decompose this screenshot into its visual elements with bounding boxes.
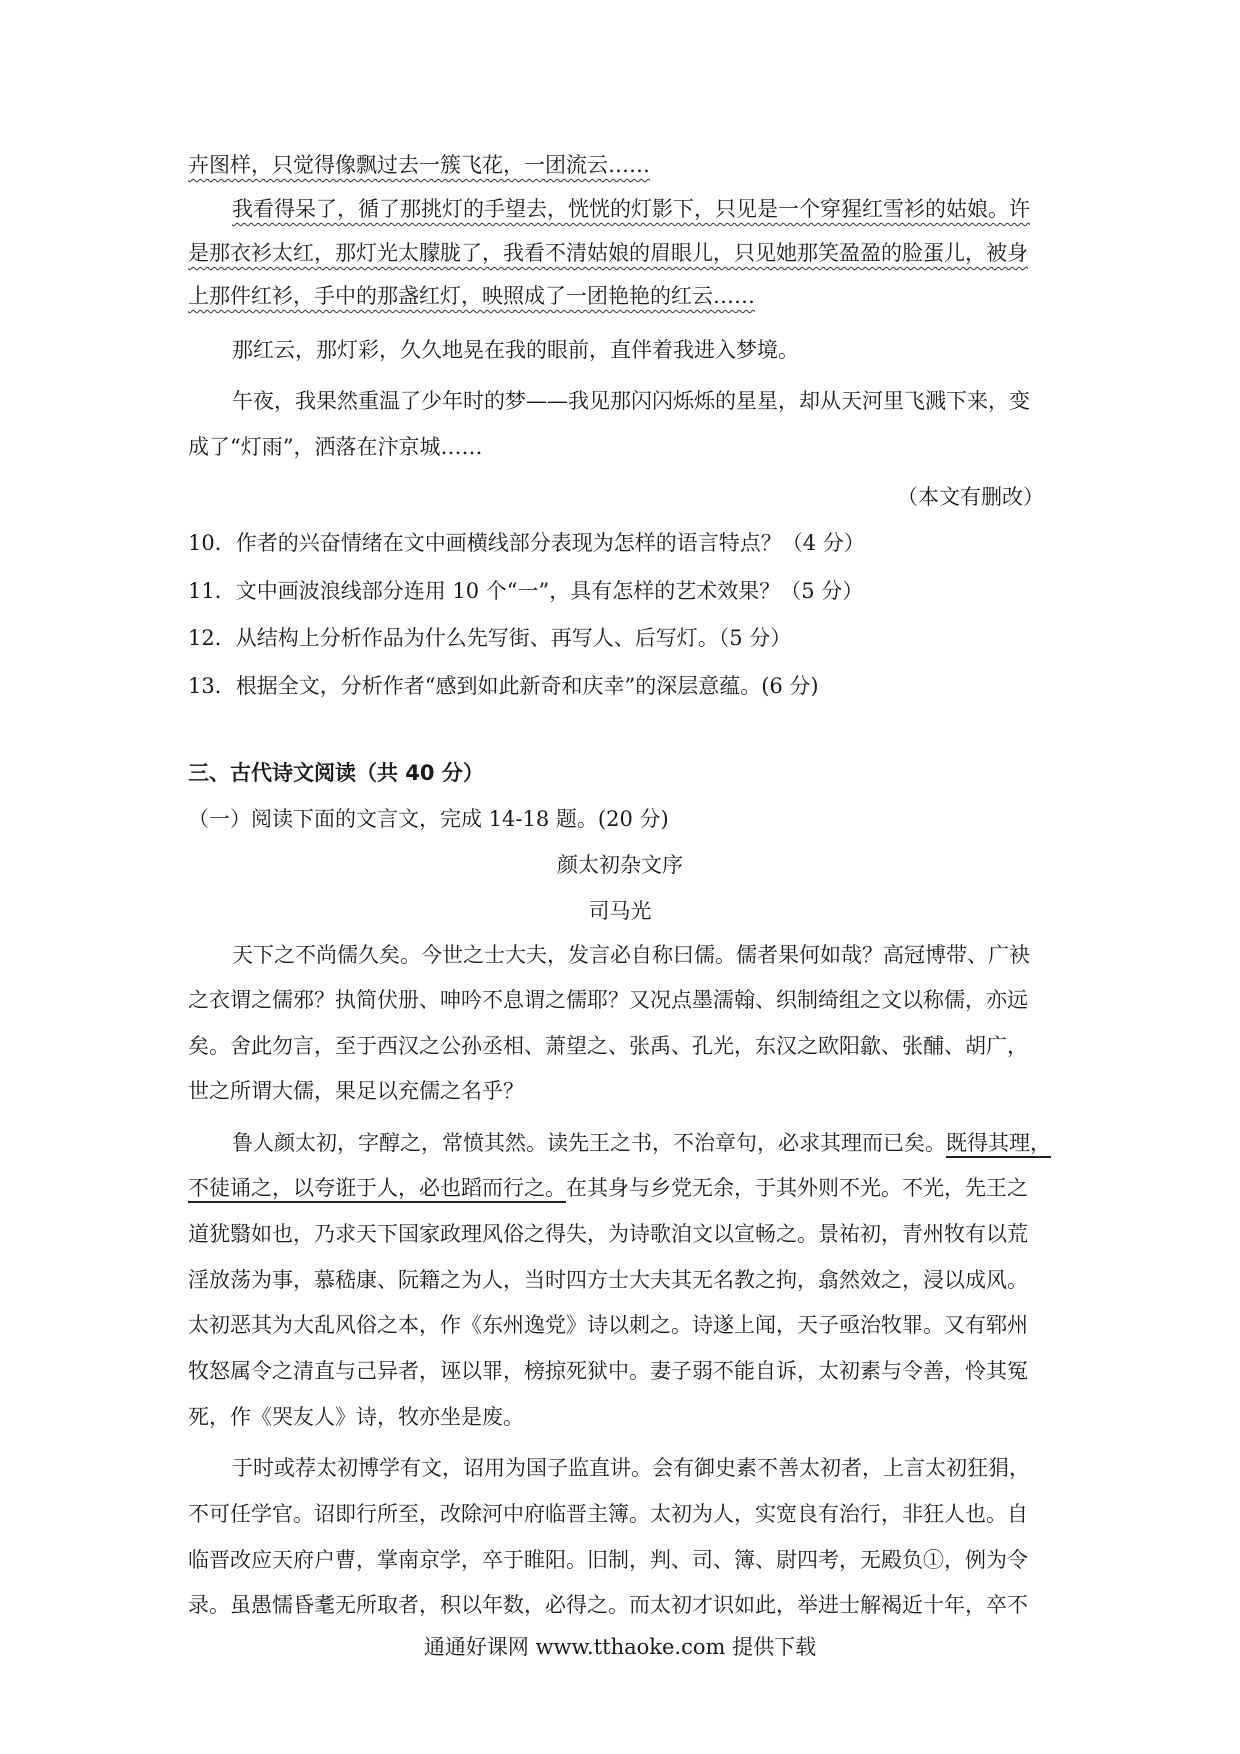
plain-text: 鲁人颜太初，字醇之，常愤其然。读先王之书，不治章句，必求其理而已矣。: [232, 1131, 946, 1155]
question-10: 10．作者的兴奋情绪在文中画横线部分表现为怎样的语言特点？（4 分）: [188, 531, 865, 555]
classical-line: 天下之不尚儒久矣。今世之士大夫，发言必自称曰儒。儒者果何如哉？高冠博带、广袂: [232, 943, 1030, 967]
subsection-instruction: （一）阅读下面的文言文，完成 14-18 题。(20 分): [188, 807, 669, 831]
classical-line: 矣。舍此勿言，至于西汉之公孙丞相、萧望之、张禹、孔光，东汉之欧阳歙、张酺、胡广，: [188, 1034, 1028, 1058]
classical-line: 道犹翳如也，乃求天下国家政理风俗之得失，为诗歌洎文以宣畅之。景祐初，青州牧有以荒: [188, 1222, 1028, 1246]
underlined-text: 既得其理，: [946, 1131, 1051, 1155]
passage-line: [188, 229, 1058, 277]
classical-line: 临晋改应天府户曹，掌南京学，卒于睢阳。旧制，判、司、簿、尉四考，无殿负①，例为令: [188, 1548, 1028, 1572]
underlined-text: 不徒诵之，以夸诳于人，必也蹈而行之。: [188, 1176, 566, 1200]
deletion-note: （本文有删改）: [897, 485, 1044, 509]
text-author: 司马光: [588, 899, 652, 923]
classical-line: [232, 1119, 1058, 1167]
plain-text: 在其身与乡党无余，于其外则不光。不光，先王之: [566, 1176, 1028, 1200]
classical-line: 之衣谓之儒邪？执简伏册、呻吟不息谓之儒耶？又况点墨濡翰、织制绮组之文以称儒，亦远: [188, 988, 1028, 1012]
classical-line: 不可任学官。诏即行所至，改除河中府临晋主簿。太初为人，实宽良有治行，非狂人也。自: [188, 1502, 1028, 1526]
section-heading: 三、古代诗文阅读（共 40 分）: [188, 761, 484, 785]
footer-text: 通通好课网 www.tthaoke.com 提供下载: [423, 1635, 817, 1659]
wavy-underlined-text: 是那衣衫太红，那灯光太朦胧了，我看不清姑娘的眉眼儿，只见她那笑盈盈的脸蛋儿，被身: [188, 241, 1028, 265]
passage-line: [188, 272, 1058, 320]
question-11: 11．文中画波浪线部分连用 10 个“一”，具有怎样的艺术效果？（5 分）: [188, 579, 864, 603]
question-12: 12．从结构上分析作品为什么先写街、再写人、后写灯。（5 分）: [188, 626, 792, 650]
classical-line: [188, 1164, 1058, 1212]
passage-line: 午夜，我果然重温了少年时的梦——我见那闪闪烁烁的星星，却从天河里飞溅下来，变: [232, 389, 1030, 413]
classical-line: 于时或荐太初博学有文，诏用为国子监直讲。会有御史素不善太初者，上言太初狂狷，: [232, 1456, 1030, 1480]
question-13: 13．根据全文，分析作者“感到如此新奇和庆幸”的深层意蕴。(6 分): [188, 674, 819, 698]
passage-line: [232, 185, 1058, 233]
classical-line: 死，作《哭友人》诗，牧亦坐是废。: [188, 1405, 524, 1429]
classical-line: 录。虽愚懦昏耄无所取者，积以年数，必得之。而太初才识如此，举进士解褐近十年，卒不: [188, 1593, 1028, 1617]
classical-line: 淫放荡为事，慕嵇康、阮籍之为人，当时四方士大夫其无名教之拘，翕然效之，浸以成风。: [188, 1268, 1028, 1292]
wavy-underlined-text: 我看得呆了，循了那挑灯的手望去，恍恍的灯影下，只见是一个穿猩红雪衫的姑娘。许: [232, 197, 1030, 221]
wavy-underlined-text: 卉图样，只觉得像飘过去一簇飞花，一团流云……: [188, 153, 650, 177]
passage-line: [188, 141, 1058, 189]
classical-line: 太初恶其为大乱风俗之本，作《东州逸党》诗以刺之。诗遂上闻，天子亟治牧罪。又有郓州: [188, 1313, 1028, 1337]
passage-line: 那红云，那灯彩，久久地晃在我的眼前，直伴着我进入梦境。: [232, 338, 799, 362]
passage-line: 成了“灯雨”，洒落在汴京城……: [188, 435, 483, 459]
text-title: 颜太初杂文序: [557, 853, 683, 877]
wavy-underlined-text: 上那件红衫，手中的那盏红灯，映照成了一团艳艳的红云……: [188, 284, 755, 308]
classical-line: 世之所谓大儒，果足以充儒之名乎？: [188, 1079, 524, 1103]
classical-line: 牧怒属令之清直与己异者，诬以罪，榜掠死狱中。妻子弱不能自诉，太初素与令善，怜其冤: [188, 1359, 1028, 1383]
